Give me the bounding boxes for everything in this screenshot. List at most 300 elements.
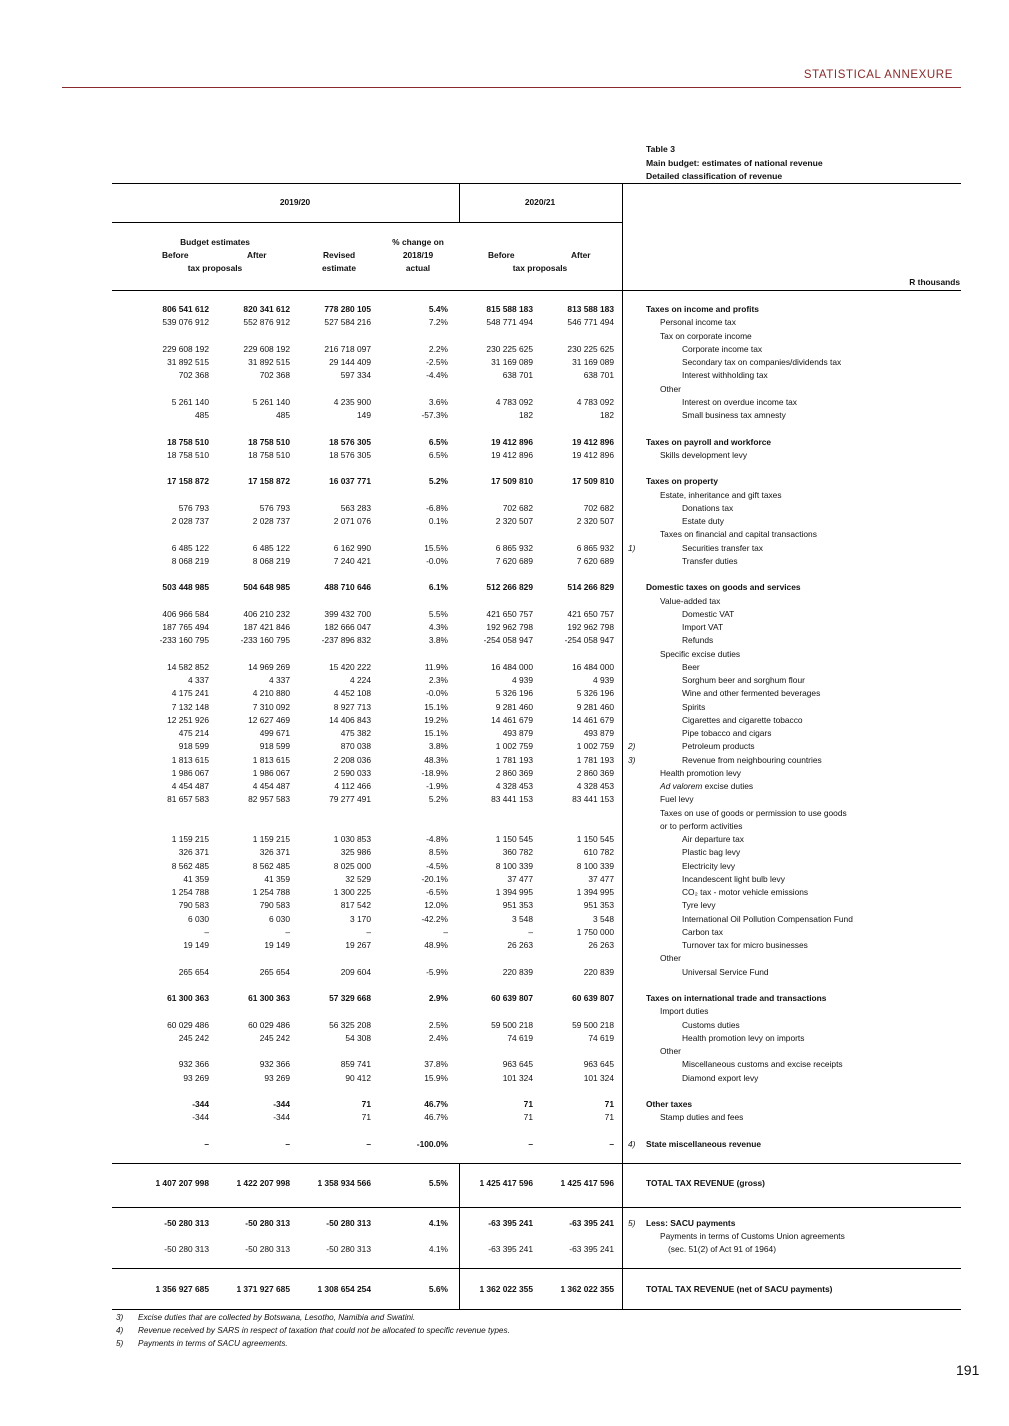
cell-value: 2 028 737 xyxy=(252,516,290,526)
total-top-rule xyxy=(112,1163,961,1164)
cell-value: 1 300 225 xyxy=(333,887,371,897)
cell-value: 638 701 xyxy=(502,370,533,381)
sacu-value: -50 280 313 xyxy=(245,1218,290,1228)
cell-value: 806 541 612 xyxy=(162,304,209,314)
cell-value: 963 645 xyxy=(502,1059,533,1070)
cell-value: – xyxy=(285,1138,290,1149)
cell-value: 326 371 xyxy=(259,847,290,858)
cell-value: 18 576 305 xyxy=(329,436,371,447)
cell-value: -344 xyxy=(192,1099,209,1109)
cell-value: 2.5% xyxy=(428,1019,448,1030)
net-top-rule xyxy=(112,1268,961,1269)
after-heading: After xyxy=(247,250,267,260)
cell-value: 220 839 xyxy=(583,966,614,977)
cell-value: 421 650 757 xyxy=(486,608,533,619)
cell-value: 6.1% xyxy=(428,582,448,593)
cell-value: 19 267 xyxy=(345,940,371,950)
cell-value: 610 782 xyxy=(583,847,614,858)
footnote-marker: 4) xyxy=(628,1138,636,1149)
cell-value: 15.1% xyxy=(424,728,448,738)
total-net-value: 1 308 654 254 xyxy=(317,1284,371,1294)
cell-value: 46.7% xyxy=(424,1112,448,1123)
cell-value: 6 485 122 xyxy=(171,542,209,553)
cell-value: 475 214 xyxy=(178,728,209,738)
cell-value: 3 170 xyxy=(350,913,371,924)
cell-value: 1 159 215 xyxy=(252,834,290,844)
cell-value: 265 654 xyxy=(259,966,290,977)
cell-value: 5 326 196 xyxy=(495,688,533,699)
table-row xyxy=(0,1125,1009,1138)
cell-value: 576 793 xyxy=(259,502,290,513)
total-gross-value: 1 422 207 998 xyxy=(236,1178,290,1188)
cell-value: 1 159 215 xyxy=(171,834,209,844)
cell-value: 26 263 xyxy=(588,940,614,950)
cell-value: 5.5% xyxy=(428,608,448,619)
cell-value: 326 371 xyxy=(178,847,209,858)
cell-value: -42.2% xyxy=(421,913,448,924)
cell-value: 3.8% xyxy=(428,741,448,752)
cell-value: 32 529 xyxy=(345,873,371,884)
cell-value: 37 477 xyxy=(507,873,533,884)
cell-value: 245 242 xyxy=(178,1032,209,1043)
row-label: Refunds xyxy=(682,635,714,646)
cell-value: 1 394 995 xyxy=(495,887,533,897)
cell-value: 17 509 810 xyxy=(572,476,614,487)
cell-value: 18 758 510 xyxy=(167,449,209,460)
cell-value: 702 682 xyxy=(502,502,533,513)
table-row xyxy=(0,966,1009,979)
cell-value: 6.5% xyxy=(428,436,448,447)
cell-value: 8 068 219 xyxy=(171,555,209,566)
cell-value: 229 608 192 xyxy=(162,343,209,354)
row-label: Interest withholding tax xyxy=(682,370,768,381)
total-gross-value: 1 407 207 998 xyxy=(155,1178,209,1188)
cell-value: 17 158 872 xyxy=(248,476,290,487)
cell-value: 4 224 xyxy=(350,675,371,685)
cell-value: 638 701 xyxy=(583,370,614,381)
row-label: Beer xyxy=(682,661,700,672)
units-heading: R thousands xyxy=(909,277,960,287)
year-rule xyxy=(112,222,622,223)
cell-value: 2 590 033 xyxy=(333,767,371,778)
cell-value: 325 986 xyxy=(340,847,371,858)
table-row xyxy=(0,979,1009,992)
row-label: Domestic taxes on goods and services xyxy=(646,582,801,593)
row-label: Taxes on property xyxy=(646,476,718,487)
row-label: International Oil Pollution Compensation Fund xyxy=(682,913,853,924)
cell-value: 1 150 545 xyxy=(495,834,533,844)
sacu-sub-label: Payments in terms of Customs Union agreements xyxy=(660,1231,845,1241)
row-label: Taxes on income and profits xyxy=(646,304,759,314)
cell-value: 41 359 xyxy=(264,873,290,884)
cell-value: 1 394 995 xyxy=(576,887,614,897)
row-label: Other xyxy=(660,383,681,394)
cell-value: 19 149 xyxy=(264,940,290,950)
cell-value: 406 966 584 xyxy=(162,608,209,619)
table-row xyxy=(0,846,1009,859)
cell-value: 548 771 494 xyxy=(486,317,533,328)
cell-value: 1 002 759 xyxy=(576,741,614,752)
row-label: Interest on overdue income tax xyxy=(682,396,797,407)
table-row xyxy=(0,581,1009,594)
cell-value: 60 639 807 xyxy=(491,993,533,1003)
table-row xyxy=(0,727,1009,740)
row-label: State miscellaneous revenue xyxy=(646,1138,761,1149)
cell-value: 7.2% xyxy=(428,317,448,328)
table-row xyxy=(0,409,1009,422)
cell-value: 8 927 713 xyxy=(333,701,371,712)
row-label-italic: Ad valorem xyxy=(660,781,703,791)
cell-value: 182 xyxy=(519,410,533,420)
cell-value: 18 758 510 xyxy=(248,436,290,447)
cell-value: 31 169 089 xyxy=(491,357,533,367)
cell-value: 360 782 xyxy=(502,847,533,858)
cell-value: -6.8% xyxy=(426,502,448,513)
cell-value: 702 682 xyxy=(583,502,614,513)
cell-value: 31 169 089 xyxy=(572,357,614,367)
cell-value: 192 962 798 xyxy=(567,622,614,632)
table-row xyxy=(0,754,1009,767)
cell-value: -344 xyxy=(273,1099,290,1109)
row-label: Health promotion levy xyxy=(660,767,741,778)
row-label: Pipe tobacco and cigars xyxy=(682,728,772,738)
footnote-marker: 5) xyxy=(628,1218,636,1228)
cell-value: 421 650 757 xyxy=(567,608,614,619)
table-row xyxy=(0,674,1009,687)
year-2019-heading: 2019/20 xyxy=(279,197,311,207)
cell-value: 230 225 625 xyxy=(486,343,533,354)
cell-value: 2.3% xyxy=(428,675,448,685)
table-row xyxy=(0,1072,1009,1085)
cell-value: 563 283 xyxy=(340,502,371,513)
cell-value: -344 xyxy=(192,1112,209,1123)
cell-value: 16 484 000 xyxy=(491,661,533,672)
total-net-value: 1 362 022 355 xyxy=(560,1284,614,1294)
page-number: 191 xyxy=(956,1362,980,1378)
total-net-value: 1 356 927 685 xyxy=(155,1284,209,1294)
cell-value: 15.9% xyxy=(424,1072,448,1083)
cell-value: 93 269 xyxy=(264,1072,290,1083)
cell-value: -0.0% xyxy=(426,555,448,566)
cell-value: 790 583 xyxy=(178,900,209,911)
row-label: Revenue from neighbouring countries xyxy=(682,754,822,765)
budget-estimates-heading: Budget estimates xyxy=(180,237,250,247)
cell-value: -4.5% xyxy=(426,860,448,871)
cell-value: 216 718 097 xyxy=(324,343,371,354)
cell-value: 790 583 xyxy=(259,900,290,911)
table-row xyxy=(0,860,1009,873)
cell-value: 539 076 912 xyxy=(162,317,209,328)
cell-value: 4 337 xyxy=(269,675,290,685)
tax-proposals-heading: tax proposals xyxy=(187,263,243,273)
cell-value: 4 939 xyxy=(512,675,533,685)
cell-value: 90 412 xyxy=(345,1072,371,1083)
table-row xyxy=(0,542,1009,555)
table-row xyxy=(0,608,1009,621)
table-row xyxy=(0,422,1009,435)
sacu-sub-value: -50 280 313 xyxy=(164,1244,209,1254)
table-row xyxy=(0,528,1009,541)
cell-value: -5.9% xyxy=(426,966,448,977)
cell-value: 16 484 000 xyxy=(572,661,614,672)
cell-value: – xyxy=(443,926,448,937)
cell-value: 475 382 xyxy=(340,728,371,738)
cell-value: 932 366 xyxy=(259,1059,290,1070)
row-label: Estate, inheritance and gift taxes xyxy=(660,489,782,500)
table-row xyxy=(0,489,1009,502)
cell-value: 37 477 xyxy=(588,873,614,884)
row-label: Taxes on international trade and transactions xyxy=(646,993,827,1003)
cell-value: 2 208 036 xyxy=(333,754,371,765)
cell-value: 245 242 xyxy=(259,1032,290,1043)
before-2020-heading: Before xyxy=(488,250,515,260)
table-row xyxy=(0,1085,1009,1098)
cell-value: 1 254 788 xyxy=(252,887,290,897)
row-label: or to perform activities xyxy=(660,820,743,831)
row-label: Tyre levy xyxy=(682,900,716,911)
table-row xyxy=(0,555,1009,568)
cell-value: 4 210 880 xyxy=(252,688,290,699)
row-label: Other xyxy=(660,953,681,964)
cell-value: 19 412 896 xyxy=(572,449,614,460)
cell-value: 4 783 092 xyxy=(576,396,614,407)
cell-value: 918 599 xyxy=(259,741,290,752)
cell-value: -1.9% xyxy=(426,781,448,791)
footnote xyxy=(116,1311,510,1324)
cell-value: 8 562 485 xyxy=(252,860,290,871)
total-gross-row xyxy=(0,1176,1009,1190)
cell-value: 4 328 453 xyxy=(495,781,533,791)
row-label: Personal income tax xyxy=(660,317,736,328)
cell-value: 19 412 896 xyxy=(491,449,533,460)
row-label: Sorghum beer and sorghum flour xyxy=(682,675,805,685)
cell-value: 71 xyxy=(523,1112,533,1123)
cell-value: 493 879 xyxy=(583,728,614,738)
cell-value: 4 452 108 xyxy=(333,688,371,699)
cell-value: 5 261 140 xyxy=(171,396,209,407)
total-gross-label: TOTAL TAX REVENUE (gross) xyxy=(646,1178,765,1188)
table-row xyxy=(0,343,1009,356)
row-label: Cigarettes and cigarette tobacco xyxy=(682,714,803,725)
cell-value: 7 240 421 xyxy=(333,555,371,566)
cell-value: 485 xyxy=(195,410,209,420)
cell-value: 820 341 612 xyxy=(243,304,290,314)
cell-value: 813 588 183 xyxy=(567,304,614,314)
cell-value: – xyxy=(366,1138,371,1149)
page-header xyxy=(0,0,1009,100)
cell-value: 1 781 193 xyxy=(495,754,533,765)
table-row xyxy=(0,621,1009,634)
sacu-value: -50 280 313 xyxy=(326,1218,371,1228)
cell-value: 399 432 700 xyxy=(324,608,371,619)
cell-value: 514 266 829 xyxy=(567,582,614,593)
cell-value: 7 620 689 xyxy=(495,555,533,566)
row-label: Value-added tax xyxy=(660,595,721,606)
cell-value: 5.2% xyxy=(428,794,448,805)
cell-value: -20.1% xyxy=(421,873,448,884)
cell-value: 815 588 183 xyxy=(486,304,533,314)
actual-heading: actual xyxy=(405,263,431,273)
cell-value: 101 324 xyxy=(583,1072,614,1083)
cell-value: 18 576 305 xyxy=(329,449,371,460)
estimate-heading: estimate xyxy=(322,263,356,273)
cell-value: 576 793 xyxy=(178,502,209,513)
row-label: Securities transfer tax xyxy=(682,542,763,553)
cell-value: 3.6% xyxy=(428,396,448,407)
revenue-table-body xyxy=(0,303,1009,1151)
row-label: Specific excise duties xyxy=(660,648,741,659)
cell-value: 951 353 xyxy=(583,900,614,911)
cell-value: 1 781 193 xyxy=(576,754,614,765)
cell-value: 918 599 xyxy=(178,741,209,752)
cell-value: 9 281 460 xyxy=(576,701,614,712)
cell-value: -344 xyxy=(273,1112,290,1123)
sacu-sub-value: -50 280 313 xyxy=(245,1244,290,1254)
cell-value: 182 666 047 xyxy=(324,622,371,632)
row-label: Corporate income tax xyxy=(682,343,763,354)
cell-value: -233 160 795 xyxy=(240,635,290,646)
cell-value: 7 620 689 xyxy=(576,555,614,566)
cell-value: 6 865 932 xyxy=(495,542,533,553)
table-row xyxy=(0,502,1009,515)
total-gross-value: 1 425 417 596 xyxy=(560,1178,614,1188)
sacu-sub-label-row xyxy=(0,1229,1009,1243)
cell-value: – xyxy=(366,926,371,937)
cell-value: 2 028 737 xyxy=(171,516,209,526)
table-subheading: Detailed classification of revenue xyxy=(646,171,783,182)
cell-value: 48.9% xyxy=(424,940,448,950)
footnote xyxy=(116,1337,510,1350)
cell-value: -18.9% xyxy=(421,767,448,778)
cell-value: 4 175 241 xyxy=(171,688,209,699)
cell-value: 597 334 xyxy=(340,370,371,381)
cell-value: 59 500 218 xyxy=(491,1019,533,1030)
cell-value: -237 896 832 xyxy=(321,635,371,646)
cell-value: -0.0% xyxy=(426,688,448,699)
cell-value: 46.7% xyxy=(424,1099,448,1109)
cell-value: -2.5% xyxy=(426,357,448,367)
row-label: Skills development levy xyxy=(660,449,748,460)
row-label: Transfer duties xyxy=(682,555,738,566)
table-row xyxy=(0,899,1009,912)
cell-value: 209 604 xyxy=(340,966,371,977)
cell-value: -4.4% xyxy=(426,370,448,381)
row-label: Turnover tax for micro businesses xyxy=(682,940,808,950)
cell-value: 8 025 000 xyxy=(333,860,371,871)
row-label: Health promotion levy on imports xyxy=(682,1032,805,1043)
cell-value: -6.5% xyxy=(426,887,448,897)
cell-value: 5.4% xyxy=(428,304,448,314)
total-net-value: 5.6% xyxy=(428,1284,448,1294)
total-gross-value: 1 358 934 566 xyxy=(317,1178,371,1188)
cell-value: 488 710 646 xyxy=(324,582,371,593)
cell-value: – xyxy=(528,926,533,937)
cell-value: 29 144 409 xyxy=(329,357,371,367)
cell-value: 19 412 896 xyxy=(491,436,533,447)
cell-value: 56 325 208 xyxy=(329,1019,371,1030)
table-row xyxy=(0,740,1009,753)
cell-value: 14 461 679 xyxy=(491,714,533,725)
sacu-sub-row xyxy=(0,1242,1009,1256)
cell-value: 79 277 491 xyxy=(329,794,371,805)
cell-value: 14 406 843 xyxy=(329,714,371,725)
table-row xyxy=(0,701,1009,714)
cell-value: 859 741 xyxy=(340,1059,371,1070)
table-title xyxy=(646,143,823,184)
row-label: Other taxes xyxy=(646,1099,693,1109)
cell-value: -233 160 795 xyxy=(159,635,209,646)
cell-value: 17 509 810 xyxy=(491,476,533,487)
cell-value: 12 627 469 xyxy=(248,714,290,725)
cell-value: 230 225 625 xyxy=(567,343,614,354)
cell-value: 3 548 xyxy=(593,913,614,924)
cell-value: 932 366 xyxy=(178,1059,209,1070)
cell-value: 81 657 583 xyxy=(167,794,209,805)
row-label: Import VAT xyxy=(682,622,724,632)
total-gross-value: 1 425 417 596 xyxy=(479,1178,533,1188)
cell-value: 4 337 xyxy=(188,675,209,685)
cell-value: 2 860 369 xyxy=(576,767,614,778)
year-divider xyxy=(459,183,460,222)
cell-value: 1 254 788 xyxy=(171,887,209,897)
sacu-sub-value: -50 280 313 xyxy=(326,1244,371,1254)
annex-title: STATISTICAL ANNEXURE xyxy=(803,69,953,81)
row-label-rest: excise duties xyxy=(702,781,754,791)
cell-value: 60 029 486 xyxy=(248,1019,290,1030)
cell-value: -57.3% xyxy=(421,410,448,420)
cell-value: 220 839 xyxy=(502,966,533,977)
footnote-marker: 3) xyxy=(628,754,636,765)
cell-value: 4.3% xyxy=(428,622,448,632)
table-row xyxy=(0,515,1009,528)
row-label: Carbon tax xyxy=(682,926,723,937)
total-bottom-rule xyxy=(112,1207,961,1208)
cell-value: 6.5% xyxy=(428,449,448,460)
table-row xyxy=(0,926,1009,939)
cell-value: 149 xyxy=(357,410,371,420)
cell-value: 8 100 339 xyxy=(495,860,533,871)
cell-value: 7 310 092 xyxy=(252,701,290,712)
table-row xyxy=(0,820,1009,833)
tax-proposals-2020-heading: tax proposals xyxy=(512,263,568,273)
cell-value: 1 030 853 xyxy=(333,834,371,844)
total-net-label: TOTAL TAX REVENUE (net of SACU payments) xyxy=(646,1284,833,1294)
cell-value: 37.8% xyxy=(424,1059,448,1070)
cell-value: 8 562 485 xyxy=(171,860,209,871)
footnote-text: Revenue received by SARS in respect of taxation that could not be allocated to specific revenue types. xyxy=(138,1326,510,1336)
total-net-value: 1 362 022 355 xyxy=(479,1284,533,1294)
table-row xyxy=(0,1111,1009,1124)
row-label: Electricity levy xyxy=(682,860,736,871)
cell-value: 61 300 363 xyxy=(167,993,209,1003)
cell-value: 71 xyxy=(361,1099,371,1109)
row-label: Taxes on payroll and workforce xyxy=(646,436,772,447)
row-label: Customs duties xyxy=(682,1019,740,1030)
cell-value: 182 xyxy=(600,410,614,420)
table-row xyxy=(0,661,1009,674)
row-label: Plastic bag levy xyxy=(682,847,741,858)
cell-value: 187 421 846 xyxy=(243,622,290,632)
cell-value: 504 648 985 xyxy=(243,582,290,593)
cell-value: 71 xyxy=(604,1112,614,1123)
cell-value: 1 150 545 xyxy=(576,834,614,844)
cell-value: – xyxy=(204,1138,209,1149)
cell-value: 2.9% xyxy=(428,993,448,1003)
cell-value: 187 765 494 xyxy=(162,622,209,632)
row-label xyxy=(660,780,753,793)
table-row xyxy=(0,913,1009,926)
cell-value: 406 210 232 xyxy=(243,608,290,619)
